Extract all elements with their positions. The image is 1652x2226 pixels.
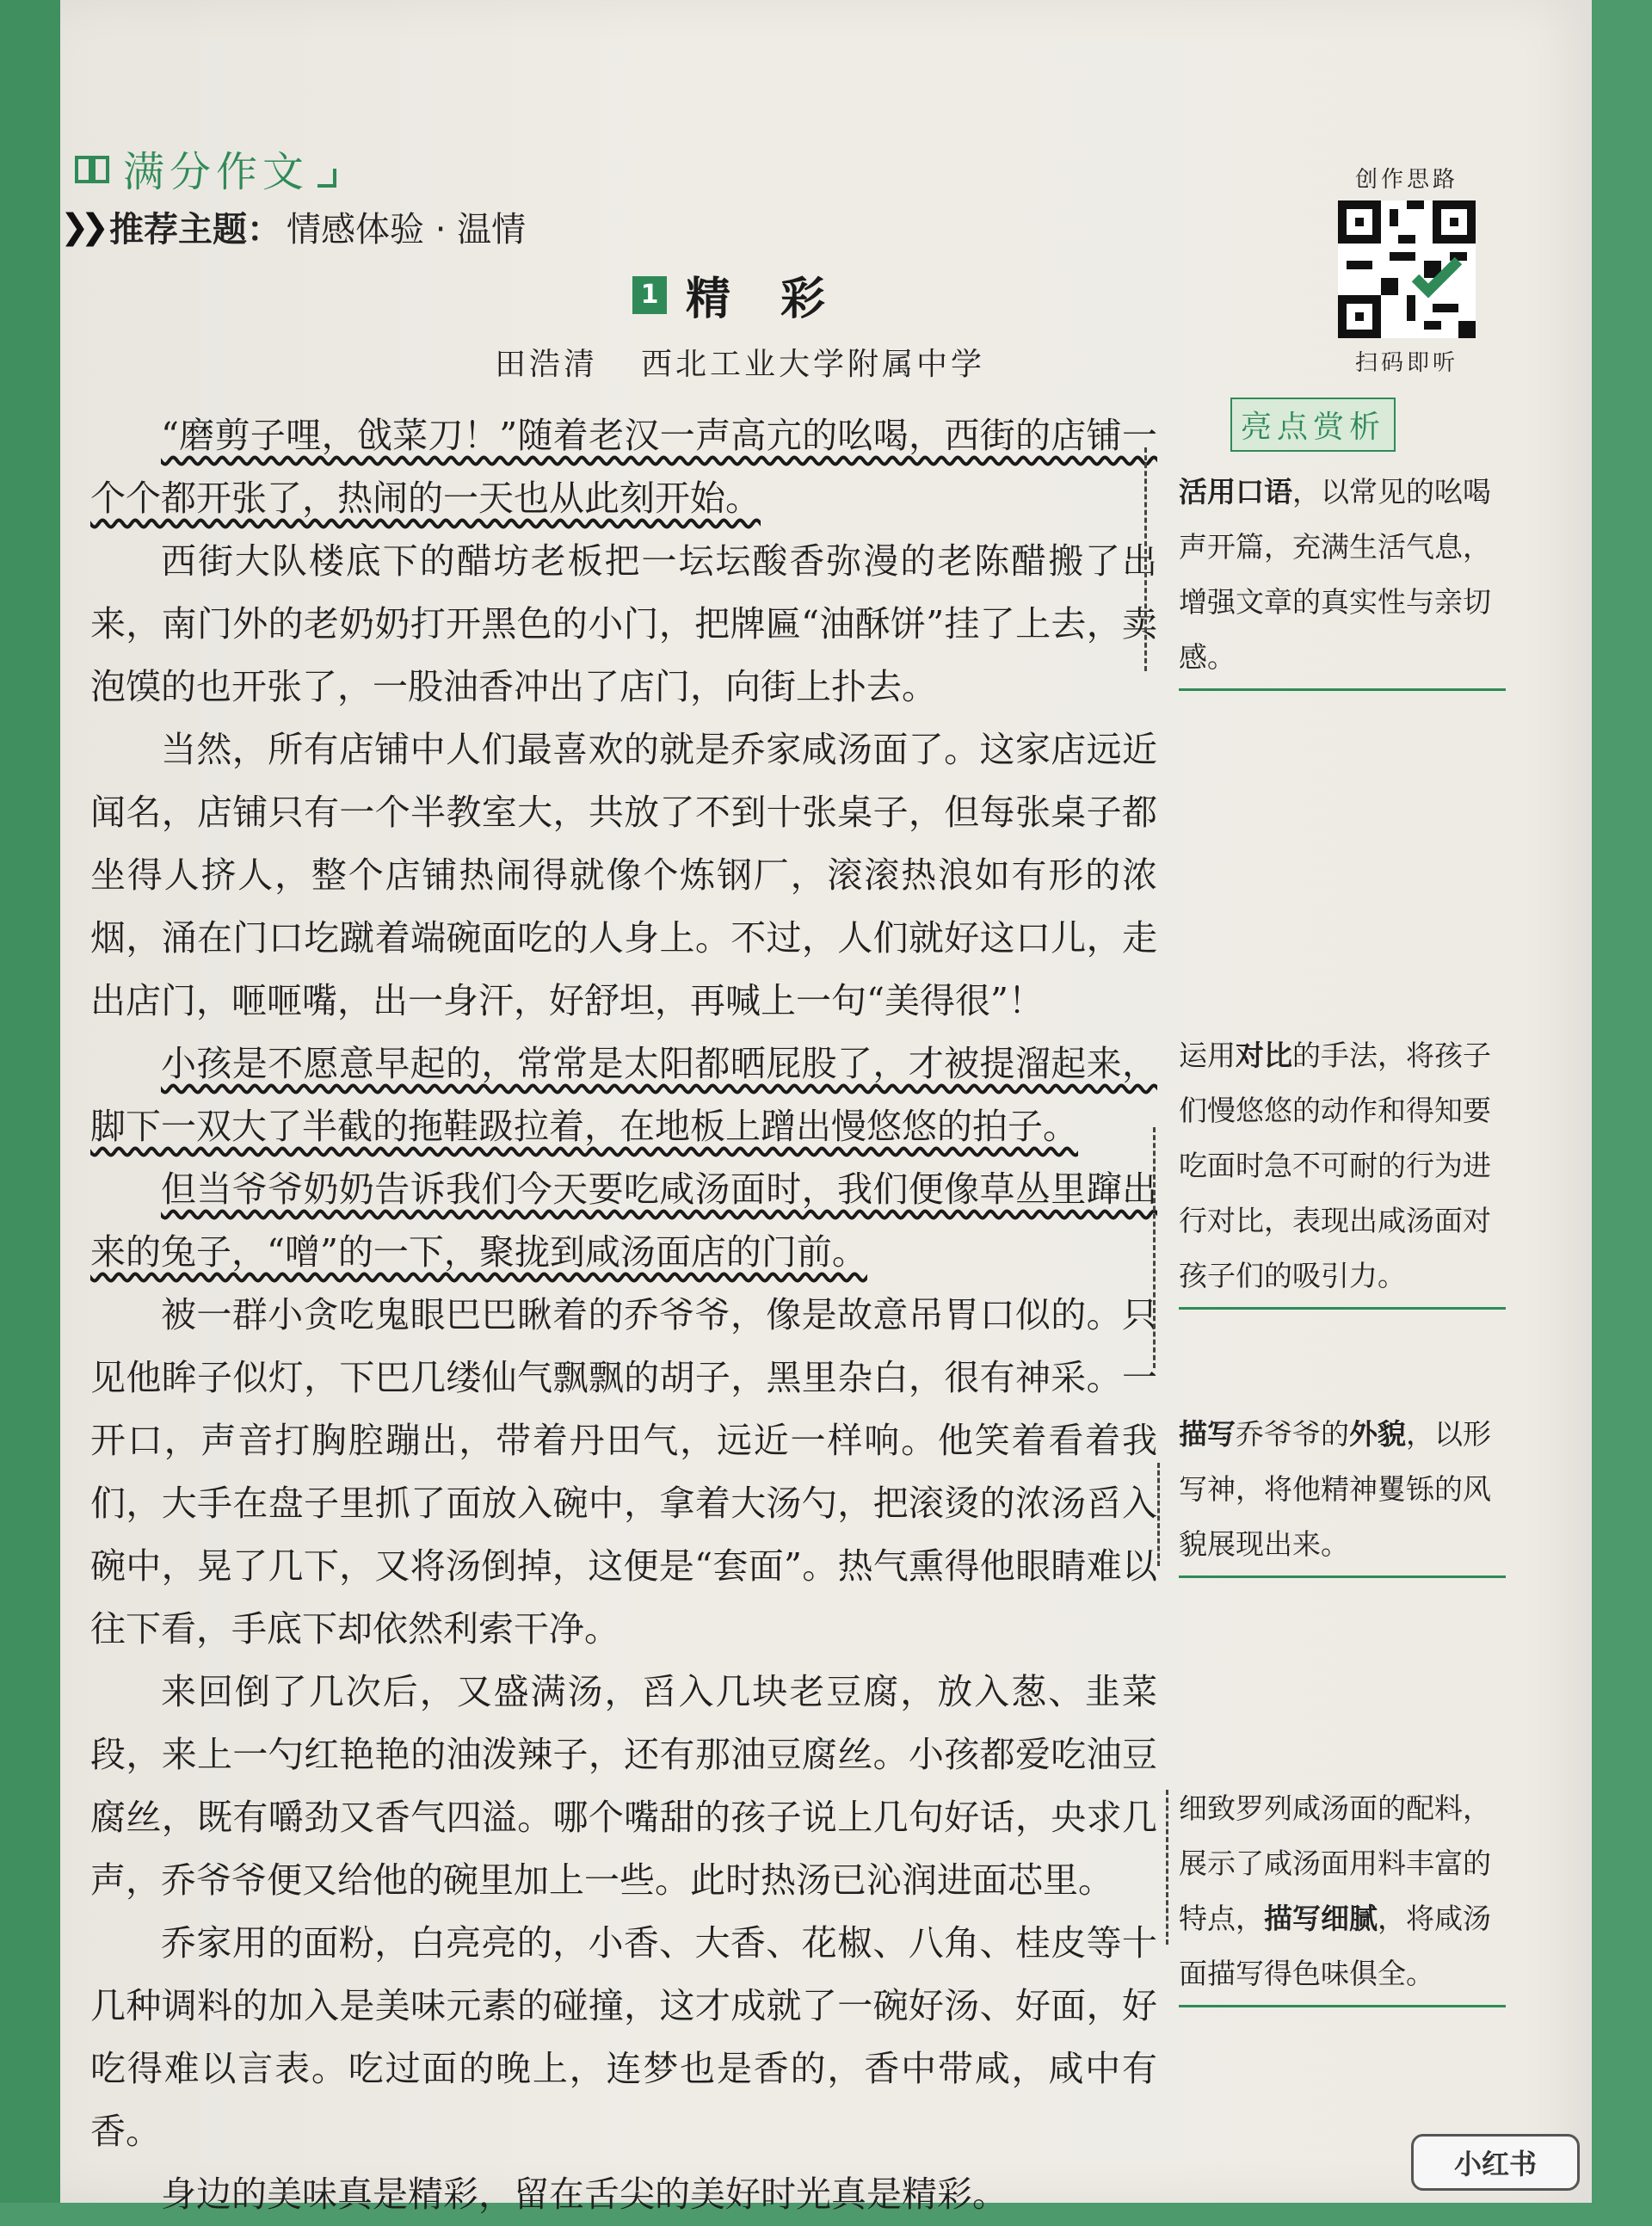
paragraph-text: 西街大队楼底下的醋坊老板把一坛坛酸香弥漫的老陈醋搬了出来，南门外的老奶奶打开黑色的小门，把牌匾“油酥饼”挂了上去，卖泡馍的也开张了，一股油香冲出了店门，向街上扑去。 [90,540,1157,707]
double-chevron-icon: ❯❯ [60,207,102,247]
paragraph [90,1912,1157,2163]
highlights-heading: 亮点赏析 [1230,398,1396,452]
note-keyword: 活用口语 [1179,475,1292,509]
paragraph [90,404,1157,530]
recommended-topic [60,202,526,251]
book-edge [0,0,65,2203]
paragraph-text: 来回倒了几次后，又盛满汤，舀入几块老豆腐，放入葱、韭菜段，来上一勺红艳艳的油泼辣子，还有那油豆腐丝。小孩都爱吃油豆腐丝，既有嚼劲又香气四溢。哪个嘴甜的孩子说上几句好话，央求几声，乔爷爷便又给他的碗里加上一些。此时热汤已沁润进面芯里。 [90,1671,1157,1901]
sidebar-note-2 [1179,1028,1506,1310]
note-keyword-2: 外貌 [1349,1417,1406,1451]
section-header [73,138,336,198]
paragraph-text: 小孩是不愿意早起的，常常是太阳都晒屁股了，才被提溜起来，脚下一双大了半截的拖鞋趿拉着，在地板上蹭出慢悠悠的拍子。 [90,1043,1157,1147]
note-pre: 细致罗列咸汤面的配料，展示了咸汤面用料丰富的特点， [1179,1791,1491,1935]
note-keyword: 描写 [1179,1417,1236,1451]
paragraph [90,530,1157,718]
sidebar-note-4 [1179,1781,1506,2007]
article-body [90,404,1157,2226]
note-text: 的手法，将孩子们慢悠悠的动作和得知要吃面时急不可耐的行为进行对比，表现出咸汤面对孩子们的吸引力。 [1179,1039,1491,1292]
article-number: 1 [632,276,667,314]
qr-code-icon[interactable] [1338,200,1476,338]
annotation-connector [1153,1127,1156,1368]
article-title-text: 精彩 [686,273,876,325]
book-icon [73,149,111,187]
paragraph-text: 但当爷爷奶奶告诉我们今天要吃咸汤面时，我们便像草丛里蹿出来的兔子，“噌”的一下，聚拢到咸汤面店的门前。 [90,1168,1157,1273]
paragraph-text: “磨剪子哩，戗菜刀！”随着老汉一声高亢的吆喝，西街的店铺一个个都开张了，热闹的一天也从此刻开始。 [90,415,1157,519]
qr-caption-bottom: 扫码即听 [1354,350,1458,376]
note-keyword: 对比 [1236,1039,1292,1072]
qr-code-block[interactable] [1329,162,1484,377]
qr-caption-top: 创作思路 [1354,167,1458,193]
paragraph [90,1033,1157,1158]
annotation-connector [1157,1463,1160,1566]
paragraph [90,1158,1157,1284]
byline [495,340,985,384]
sidebar-note-3 [1179,1407,1506,1578]
paragraph-text: 被一群小贪吃鬼眼巴巴瞅着的乔爷爷，像是故意吊胃口似的。只见他眸子似灯，下巴几缕仙气飘飘的胡子，黑里杂白，很有神采。一开口，声音打胸腔蹦出，带着丹田气，远近一样响。他笑着看着我们，大手在盘子里抓了面放入碗中，拿着大汤勺，把滚烫的浓汤舀入碗中，晃了几下，又将汤倒掉，这便是“套面”。热气熏得他眼睛难以往下看，手底下却依然利索干净。 [90,1294,1157,1649]
annotation-connector [1144,447,1147,671]
topic-label: 推荐主题： [109,210,282,250]
note-text: ，以形写神，将他精神矍铄的风貌展现出来。 [1179,1417,1491,1561]
note-text: ，将咸汤面描写得色味俱全。 [1179,1902,1491,1990]
note-text: ，以常见的吆喝声开篇，充满生活气息，增强文章的真实性与亲切感。 [1179,475,1491,674]
note-mid: 乔爷爷的 [1236,1417,1349,1451]
corner-bracket-icon [317,169,336,188]
paragraph [90,1661,1157,1912]
section-title: 满分作文 [123,147,310,196]
note-pre: 运用 [1179,1039,1236,1072]
paragraph-text: 身边的美味真是精彩，留在舌尖的美好时光真是精彩。 [161,2174,1008,2215]
topic-value: 情感体验 · 温情 [287,210,527,250]
paragraph-text: 当然，所有店铺中人们最喜欢的就是乔家咸汤面了。这家店远近闻名，店铺只有一个半教室大，共放了不到十张桌子，但每张桌子都坐得人挤人，整个店铺热闹得就像个炼钢厂，滚滚热浪如有形的浓烟，涌在门口圪蹴着端碗面吃的人身上。不过，人们就好这口儿，走出店门，咂咂嘴，出一身汗，好舒坦，再喊上一句“美得很”！ [90,729,1157,1021]
note-keyword: 描写细腻 [1264,1902,1378,1935]
paragraph [90,718,1157,1033]
paragraph [90,2163,1157,2226]
paragraph [90,1284,1157,1661]
annotation-connector [1166,1790,1168,1945]
sidebar-note-1 [1179,465,1506,691]
school-name: 西北工业大学附属中学 [641,347,986,382]
paragraph-text: 乔家用的面粉，白亮亮的，小香、大香、花椒、八角、桂皮等十几种调料的加入是美味元素的碰撞，这才成就了一碗好汤、好面，好吃得难以言表。吃过面的晚上，连梦也是香的，香中带咸，咸中有香。 [90,1922,1157,2152]
xiaohongshu-watermark: 小红书 [1411,2134,1580,2191]
article-title [632,262,875,327]
author-name: 田浩清 [495,347,599,382]
